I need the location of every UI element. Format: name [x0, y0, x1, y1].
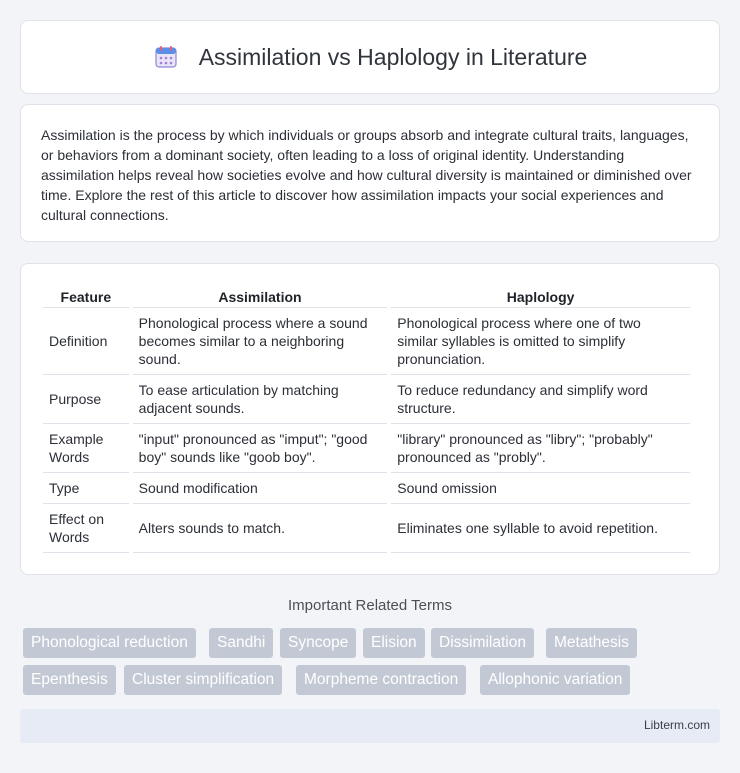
tag-syncope[interactable]: Syncope	[280, 628, 356, 658]
tag-epenthesis[interactable]: Epenthesis	[23, 665, 116, 695]
calendar-icon	[153, 44, 179, 70]
tag-cluster-simplification[interactable]: Cluster simplification	[124, 665, 282, 695]
row-haplology: Eliminates one syllable to avoid repetition.	[391, 504, 690, 553]
row-feature: Definition	[43, 308, 129, 375]
row-feature: Type	[43, 473, 129, 504]
tag-dissimilation[interactable]: Dissimilation	[431, 628, 534, 658]
table-row	[43, 504, 690, 553]
row-haplology: Sound omission	[391, 473, 690, 504]
comparison-card	[20, 263, 720, 575]
header-assimilation: Assimilation	[133, 284, 388, 308]
table-header-row	[43, 284, 690, 308]
title-card	[20, 20, 720, 94]
tag-elision[interactable]: Elision	[363, 628, 425, 658]
row-haplology: To reduce redundancy and simplify word structure.	[391, 375, 690, 424]
footer-site-link[interactable]: Libterm.com	[643, 718, 710, 732]
footer	[20, 709, 720, 743]
table-row	[43, 424, 690, 473]
header-feature: Feature	[43, 284, 129, 308]
table-row	[43, 308, 690, 375]
intro-card	[20, 104, 720, 242]
row-feature: Example Words	[43, 424, 129, 473]
row-assimilation: To ease articulation by matching adjacent sounds.	[133, 375, 388, 424]
header-haplology: Haplology	[391, 284, 690, 308]
comparison-table	[39, 284, 694, 553]
row-feature: Effect on Words	[43, 504, 129, 553]
tag-sandhi[interactable]: Sandhi	[209, 628, 273, 658]
row-assimilation: Alters sounds to match.	[133, 504, 388, 553]
tag-phonological-reduction[interactable]: Phonological reduction	[23, 628, 196, 658]
row-haplology: Phonological process where one of two similar syllables is omitted to simplify pronunciation.	[391, 308, 690, 375]
table-row	[43, 375, 690, 424]
page-title: Assimilation vs Haplology in Literature	[198, 43, 588, 70]
row-assimilation: Sound modification	[133, 473, 388, 504]
row-assimilation: Phonological process where a sound becomes similar to a neighboring sound.	[133, 308, 388, 375]
tag-metathesis[interactable]: Metathesis	[546, 628, 637, 658]
tag-morpheme-contraction[interactable]: Morpheme contraction	[296, 665, 466, 695]
related-terms-title: Important Related Terms	[288, 597, 452, 614]
tag-allophonic-variation[interactable]: Allophonic variation	[480, 665, 630, 695]
table-row	[43, 473, 690, 504]
row-assimilation: "input" pronounced as "imput"; "good boy" sounds like "goob boy".	[133, 424, 388, 473]
row-haplology: "library" pronounced as "libry"; "probably" pronounced as "probly".	[391, 424, 690, 473]
intro-paragraph: Assimilation is the process by which individuals or groups absorb and integrate cultural traits, languages, or behaviors from a dominant society, often leading to a loss of original identity. Understanding assimilation helps reveal how societies evolve and how cultural diversity is maintained or diminished over time. Explore the rest of this article to discover how assimilation impacts your social experiences and cultural connections.	[41, 127, 692, 223]
row-feature: Purpose	[43, 375, 129, 424]
